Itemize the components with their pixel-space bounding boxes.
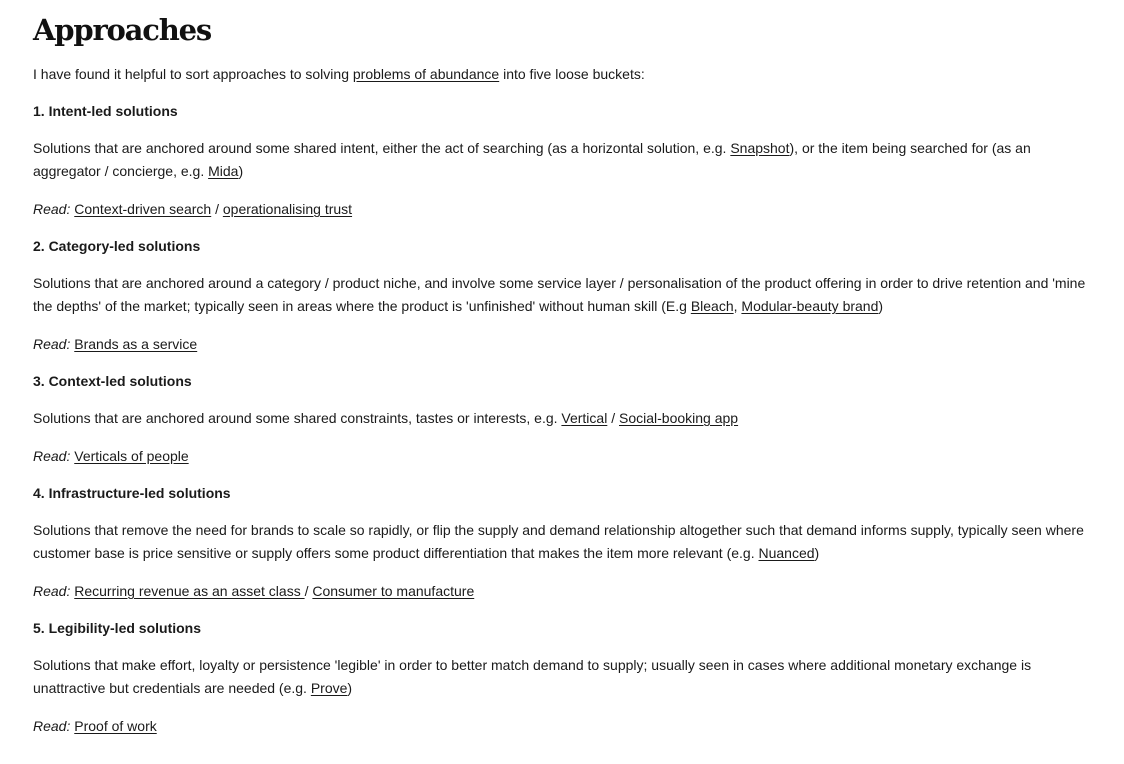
read-label: Read: <box>33 336 71 352</box>
read-label: Read: <box>33 718 71 734</box>
nuanced-link[interactable]: Nuanced <box>758 545 815 561</box>
description-text: Solutions that are anchored around some shared intent, either the act of searching (as a horizontal solution, e.g. <box>33 140 731 156</box>
recurring-revenue-link[interactable]: Recurring revenue as an asset class <box>74 583 305 599</box>
section-heading-intent: 1. Intent-led solutions <box>33 103 178 119</box>
proof-of-work-link[interactable]: Proof of work <box>74 718 157 734</box>
description-text: / <box>607 410 619 426</box>
description-text: , <box>733 298 742 314</box>
read-separator: / <box>304 583 313 599</box>
section-heading-infrastructure: 4. Infrastructure-led solutions <box>33 485 231 501</box>
article-section <box>33 0 1093 738</box>
read-label: Read: <box>33 448 71 464</box>
read-line-legibility <box>33 715 1093 738</box>
consumer-to-manufacture-link[interactable]: Consumer to manufacture <box>312 583 475 599</box>
intro-text-end: into five loose buckets: <box>499 66 645 82</box>
read-separator: / <box>211 201 223 217</box>
description-text: Solutions that are anchored around a category / product niche, and involve some service layer / personalisation of the product offering in order to drive retention and 'mine the depths' of the market; typically seen in areas where the product is 'unfinished' without human skill (E.g <box>33 275 1086 314</box>
read-label: Read: <box>33 583 71 599</box>
read-line-category <box>33 333 1093 356</box>
modular-beauty-brand-link[interactable]: Modular-beauty brand <box>741 298 879 314</box>
page-title: Approaches <box>33 13 211 47</box>
description-text: ), or the item being searched for (as an aggregator / concierge, e.g. <box>33 140 1031 179</box>
description-text: Solutions that remove the need for brands to scale so rapidly, or flip the supply and demand relationship altogether such that demand informs supply, typically seen where customer base is price sensitive or supply offers some product differentiation that makes the item more relevant (e.g. <box>33 522 1084 561</box>
vertical-link[interactable]: Vertical <box>561 410 608 426</box>
description-text: Solutions that are anchored around some shared constraints, tastes or interests, e.g. <box>33 410 562 426</box>
section-description-category <box>33 272 1093 318</box>
section-description-context <box>33 407 1093 430</box>
read-line-intent <box>33 198 1093 221</box>
read-label: Read: <box>33 201 71 217</box>
operationalising-trust-link[interactable]: operationalising trust <box>222 201 353 217</box>
section-heading-category: 2. Category-led solutions <box>33 238 201 254</box>
section-description-legibility <box>33 654 1093 700</box>
prove-link[interactable]: Prove <box>310 680 348 696</box>
section-heading-legibility: 5. Legibility-led solutions <box>33 620 202 636</box>
verticals-of-people-link[interactable]: Verticals of people <box>74 448 189 464</box>
intro-text: I have found it helpful to sort approaches to solving <box>33 66 353 82</box>
brands-as-a-service-link[interactable]: Brands as a service <box>74 336 198 352</box>
intro-paragraph <box>33 63 1093 86</box>
description-text: ) <box>347 680 353 696</box>
description-text: ) <box>814 545 820 561</box>
social-booking-app-link[interactable]: Social-booking app <box>619 410 739 426</box>
mida-link[interactable]: Mida <box>208 163 239 179</box>
read-line-context <box>33 445 1093 468</box>
description-text: Solutions that make effort, loyalty or persistence 'legible' in order to better match demand to supply; usually seen in cases where additional monetary exchange is unattractive but credentials are needed (e.g. <box>33 657 1032 696</box>
read-line-infrastructure <box>33 580 1093 603</box>
problems-of-abundance-link[interactable]: problems of abundance <box>352 66 500 82</box>
context-driven-search-link[interactable]: Context-driven search <box>74 201 212 217</box>
snapshot-link[interactable]: Snapshot <box>730 140 790 156</box>
bleach-link[interactable]: Bleach <box>690 298 734 314</box>
description-text: ) <box>878 298 884 314</box>
section-description-infrastructure <box>33 519 1093 565</box>
section-description-intent <box>33 137 1093 183</box>
section-heading-context: 3. Context-led solutions <box>33 373 192 389</box>
description-text: ) <box>238 163 244 179</box>
